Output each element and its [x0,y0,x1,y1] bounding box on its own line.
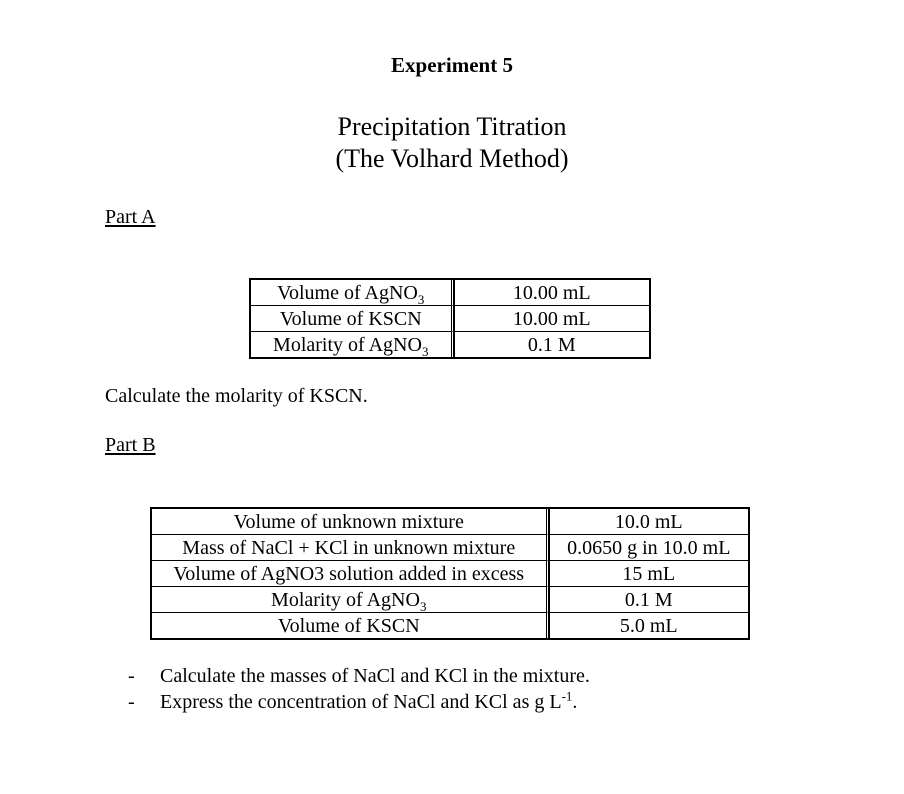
table-row [152,561,748,587]
table-cell-value: 10.00 mL [454,306,650,332]
table-cell-value: 15 mL [549,561,749,587]
table-row [152,509,748,535]
table-cell-label: Volume of KSCN [152,613,549,638]
table-row [152,587,748,613]
table-cell-label: Volume of unknown mixture [152,509,549,535]
list-item [128,664,590,690]
part-b-heading: Part B [105,434,156,456]
list-item [128,690,590,716]
table-row [152,613,748,638]
bullet-dash: - [128,665,135,687]
table-row [251,306,649,332]
table-row [251,332,649,357]
table-cell-value: 10.0 mL [549,509,749,535]
table-cell-value: 10.00 mL [454,280,650,306]
bullet-dash: - [128,691,135,713]
table-row [152,535,748,561]
table-row [251,280,649,306]
table-cell-label: Volume of AgNO3 solution added in excess [152,561,549,587]
table-cell-label: Mass of NaCl + KCl in unknown mixture [152,535,549,561]
table-cell-value: 5.0 mL [549,613,749,638]
part-a-table [249,278,651,359]
title-line-1: Precipitation Titration [337,112,567,141]
part-b-table [150,507,750,640]
part-b-task-list [128,664,590,716]
table-cell-value: 0.0650 g in 10.0 mL [549,535,749,561]
table-cell-value: 0.1 M [549,587,749,613]
task-masses: Calculate the masses of NaCl and KCl in the mixture. [160,665,590,687]
table-cell-value: 0.1 M [454,332,650,357]
table-cell-label: Volume of KSCN [251,306,454,332]
page-title [0,111,904,175]
experiment-number: Experiment 5 [391,53,513,77]
table-cell-label: Molarity of AgNO$_3$ [152,587,549,613]
table-cell-label: Volume of AgNO$_3$ [251,280,454,306]
part-a-heading: Part A [105,206,156,228]
table-cell-label: Molarity of AgNO$_3$ [251,332,454,357]
task-concentration: Express the concentration of NaCl and KCl as g $L^{-1}$. [160,688,578,713]
part-a-question: Calculate the molarity of KSCN. [105,385,368,407]
title-line-2: (The Volhard Method) [335,144,569,173]
